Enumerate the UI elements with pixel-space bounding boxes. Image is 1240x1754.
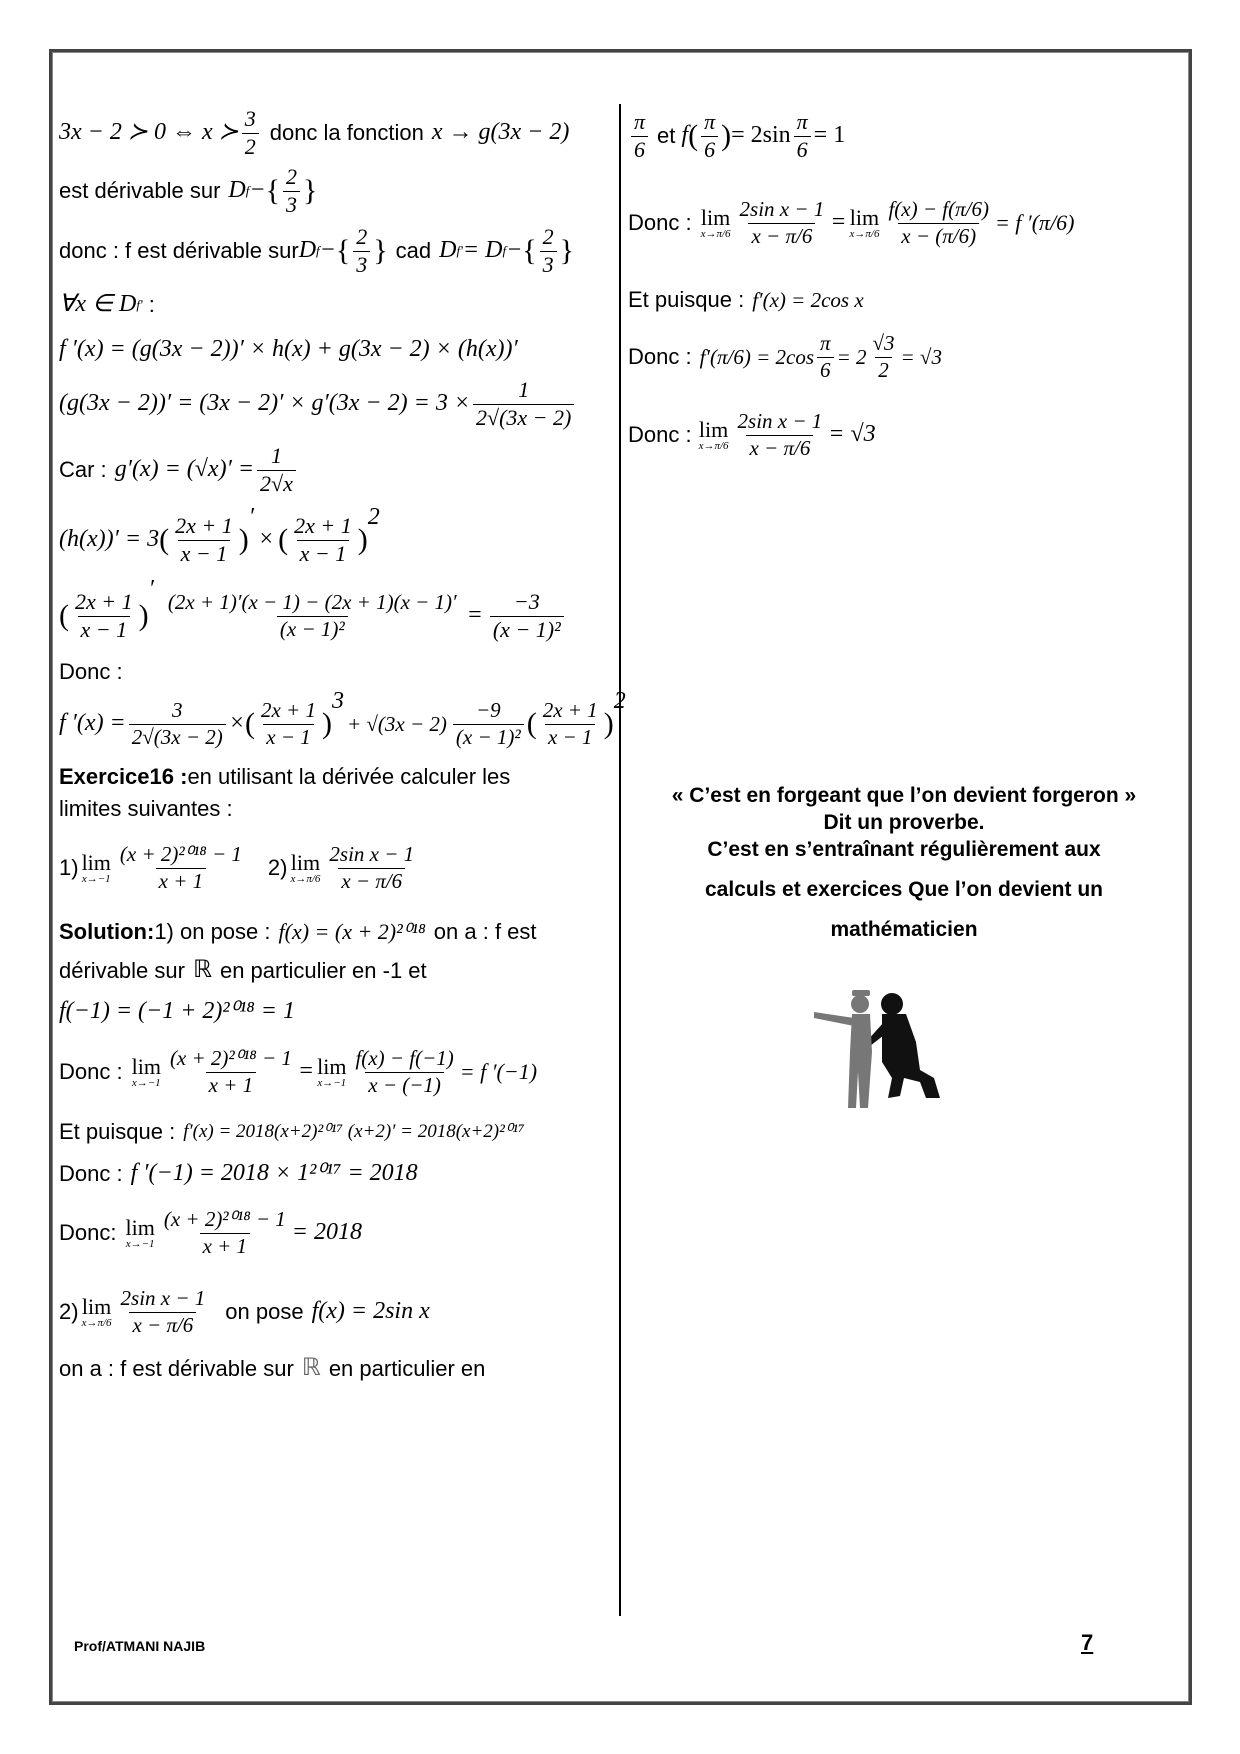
math-expr: ∀x ∈ D [59, 291, 137, 318]
quote-line: Dit un proverbe. [823, 811, 985, 834]
line-limits-statement: 1) lim x→−1 $\frac{\text{(x + 2)²⁰¹⁸ − 1}}{x + 1}$ 2) lim x→π/6 $\frac{\text{2sin x − 1}}{x - \pi/6}$ [59, 842, 415, 893]
text: donc la fonction [269, 120, 424, 146]
line-limites: limites suivantes : [59, 796, 233, 822]
line-fprime-pi6: Donc : f′(π/6) = 2cos $\frac{\pi}{6}$ = 2 $\frac{√3}{2}$ = √3 [628, 331, 942, 382]
line-limit-result: Donc: lim x→−1 $\frac{\text{(x + 2)²⁰¹⁸ − 1}}{x + 1}$ = 2018 [59, 1207, 362, 1258]
proverb-quote [624, 784, 1184, 945]
math-expr: D [228, 177, 246, 204]
line-car: Car : g′(x) = (√x)′ = $\frac{1}{2√x}$ [59, 436, 614, 504]
left-column [59, 104, 626, 1386]
line-f-minus1: f(−1) = (−1 + 2)²⁰¹⁸ = 1 [59, 998, 295, 1025]
fraction: $\frac{2}{3}$ [283, 165, 300, 216]
line-et-puisque: Et puisque : f′(x) = 2018(x+2)²⁰¹⁷ (x+2)′ = 2018(x+2)²⁰¹⁷ [59, 1119, 525, 1145]
line-fprime-minus1: Donc : f ′(−1) = 2018 × 1²⁰¹⁷ = 2018 [59, 1160, 418, 1187]
text: donc : f est dérivable sur [59, 238, 299, 264]
line-f-derivable: donc : f est dérivable sur D f − { $\frac{2}{3}$ } cad D f' = D f − { $\frac{2}{3}$ } [59, 224, 575, 277]
math-expr: − [249, 177, 266, 204]
math-expr: D [298, 237, 317, 264]
line-limit-def-2: Donc : lim x→π/6 $\frac{\text{2sin x − 1}}{x - \pi/6}$ = lim x→π/6 $\frac{f(x) - f(\pi/6)}{x - (\pi/6)}$ = f ′(π/6) [628, 197, 1075, 248]
math-expr: f ′(x) = (g(3x − 2))′ × h(x) + g(3x − 2) × (h(x))′ [59, 336, 518, 363]
solution-label: Solution: [59, 919, 155, 945]
quote-line: « C’est en forgeant que l’on devient forgeron » [671, 784, 1137, 807]
text: en utilisant la dérivée calculer les [187, 764, 511, 790]
math-expr: x → g(3x − 2) [431, 119, 570, 146]
page-number: 7 [1081, 1630, 1094, 1655]
text: est dérivable sur [59, 178, 221, 204]
line-g-derivative: (g(3x − 2))′ = (3x − 2)′ × g′(3x − 2) = 3 × $\frac{1}{2√(3x - 2)}$ [59, 372, 614, 436]
quote-line: C’est en s’entraînant régulièrement aux [707, 838, 1101, 861]
line-derivable-R-2: on a : f est dérivable sur ℝ en particulier en [59, 1355, 486, 1382]
math-expr: 3x − 2 ≻ 0 ⇔ x ≻ [59, 119, 239, 146]
line-h-derivative: (h(x))′ = 3 ( $\frac{2x + 1}{x - 1}$ ) ′ × ( $\frac{2x + 1}{x - 1}$ ) 2 [59, 504, 380, 566]
brace-open: { [265, 173, 280, 207]
author-footer: Prof/ATMANI NAJIB [74, 1638, 206, 1654]
line-derivable [59, 162, 614, 220]
text: cad [395, 238, 432, 264]
quote-line: calculs et exercices Que l’on devient un [705, 878, 1103, 901]
text: Car : [59, 457, 107, 483]
line-fprime [59, 328, 614, 372]
line-fprime-result: f ′(x) = $\frac{3}{2√(3x - 2)}$ × ( $\frac{2x + 1}{x - 1}$ ) 3 + √(3x − 2) $\frac{-9}{\text{(x − 1)²}}$ ( $\frac{2x + 1}{x - 1}$ ) 2 [59, 688, 626, 749]
line-quotient-derivative: ( $\frac{2x + 1}{x - 1}$ ) ′ $\frac{(2x + 1)'(x - 1) - (2x + 1)(x - 1)'}{\text{(x − 1)²}}$ = $\frac{-3}{\text{(x − 1)²}}$ [59, 576, 614, 656]
line-et-puisque-2: Et puisque : f′(x) = 2cos x [628, 287, 864, 313]
line-forall: ∀x ∈ D f' : [59, 291, 155, 318]
text: Donc : [59, 659, 123, 685]
math-expr: g′(x) = (√x)′ = [114, 456, 255, 483]
line-limit-result-2: Donc : lim x→π/6 $\frac{\text{2sin x − 1}}{x - \pi/6}$ = √3 [628, 409, 876, 460]
solution-heading: Solution: 1) on pose : f(x) = (x + 2)²⁰¹⁸ on a : f est [59, 919, 537, 945]
line-donc [59, 656, 614, 688]
line-pi6: $\frac{\pi}{6}$ et f ( $\frac{\pi}{6}$ ) = 2sin $\frac{\pi}{6}$ = 1 [628, 104, 1180, 168]
line-part2: 2) lim x→π/6 $\frac{\text{2sin x − 1}}{x - \pi/6}$ on pose f(x) = 2sin x [59, 1286, 430, 1337]
right-column [628, 104, 1180, 478]
brace-close: } [303, 173, 318, 207]
math-sub: f [245, 182, 250, 198]
teacher-child-illustration [808, 982, 948, 1112]
quote-line: mathématicien [830, 918, 978, 941]
line-limit-def: Donc : lim x→−1 $\frac{\text{(x + 2)²⁰¹⁸ − 1}}{x + 1}$ = lim x→−1 $\frac{f(x) - f(-1)}{x - (-1)}$ = f ′(−1) [59, 1046, 538, 1097]
column-divider [619, 104, 621, 1616]
exercise-heading [59, 760, 614, 794]
exercise-label: Exercice16 : [59, 764, 188, 790]
math-expr: (g(3x − 2))′ = (3x − 2)′ × g′(3x − 2) = 3 × [59, 390, 471, 417]
line-derivable-R: dérivable sur ℝ en particulier en -1 et [59, 957, 427, 984]
line-domain-condition [59, 104, 614, 162]
fraction: $\frac{3}{2}$ [242, 107, 259, 158]
